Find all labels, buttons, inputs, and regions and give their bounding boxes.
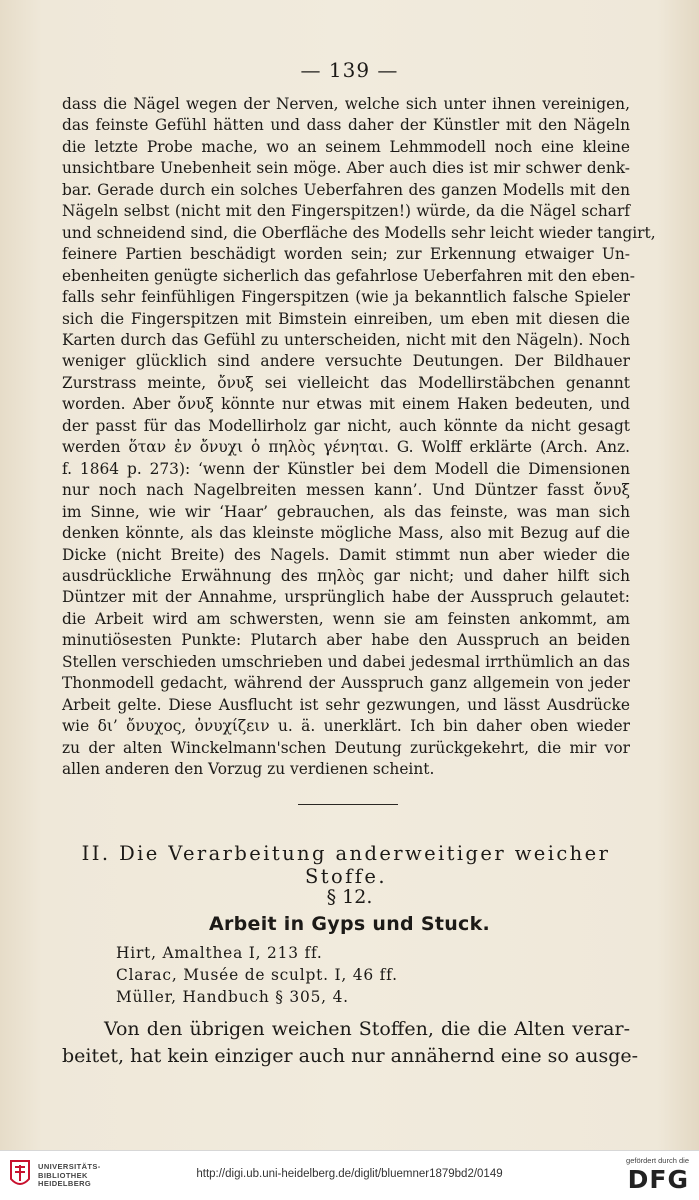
body-line: werden ὅταν ἐν ὄνυχι ὁ πηλὸς γένηται. G. Wolff erklärte (Arch. Anz. — [62, 438, 630, 457]
body-line: minutiösesten Punkte: Plutarch aber habe den Ausspruch an beiden — [62, 631, 630, 650]
body-line: bar. Gerade durch ein solches Ueberfahren des ganzen Modells mit den — [62, 180, 630, 199]
body-line: zu der alten Winckelmann'schen Deutung zurückgekehrt, die mir vor — [62, 738, 630, 757]
body-text — [62, 94, 656, 781]
reference-item: Müller, Handbuch § 305, 4. — [116, 988, 349, 1006]
paragraph-number: § 12. — [326, 886, 373, 908]
intro-line: Von den übrigen weichen Stoffen, die die Alten verar- — [104, 1018, 630, 1040]
body-line: Karten durch das Gefühl zu unterscheiden, nicht mit den Nägeln). Noch — [62, 330, 630, 349]
body-line: Stellen verschieden umschrieben und dabei jedesmal irrthümlich an das — [62, 652, 630, 671]
body-line: das feinste Gefühl hätten und dass daher der Künstler mit den Nägeln — [62, 116, 630, 135]
body-line: Zurstrass meinte, ὄνυξ sei vielleicht das Modellirstäbchen genannt — [62, 373, 630, 392]
body-line: Arbeit gelte. Diese Ausflucht ist sehr gezwungen, und lässt Ausdrücke — [62, 695, 630, 714]
body-line: f. 1864 p. 273): ‘wenn der Künstler bei dem Modell die Dimensionen — [62, 459, 630, 478]
dfg-logo: DFG — [627, 1165, 689, 1194]
source-url-link[interactable]: http://digi.ub.uni-heidelberg.de/diglit/bluemner1879bd2/0149 — [196, 1168, 503, 1180]
library-name-line: BIBLIOTHEK — [38, 1170, 88, 1180]
intro-line: beitet, hat kein einziger auch nur annähernd eine so ausge- — [62, 1045, 639, 1067]
body-line: im Sinne, wie wir ‘Haar’ gebrauchen, als das feinste, was man sich — [62, 502, 630, 521]
body-line: dass die Nägel wegen der Nerven, welche sich unter ihnen vereinigen, — [62, 95, 630, 113]
body-line: die letzte Probe mache, wo an seinem Lehmmodell noch eine kleine — [62, 137, 630, 156]
body-line: unsichtbare Unebenheit sein möge. Aber auch dies ist mir schwer denk- — [62, 159, 630, 178]
body-line: sich die Fingerspitzen mit Bimstein einreiben, um eben mit diesen die — [62, 309, 630, 328]
section-heading: II. Die Verarbeitung anderweitiger weicher Stoffe. — [81, 842, 611, 888]
body-line: Dicke (nicht Breite) des Nagels. Damit stimmt nun aber wieder die — [62, 545, 630, 564]
library-name-line: HEIDELBERG — [38, 1179, 92, 1188]
body-line: Thonmodell gedacht, während der Ausspruch ganz allgemein von jeder — [62, 674, 630, 693]
body-line: denken könnte, als das kleinste mögliche Mass, also mit Bezug auf die — [62, 524, 630, 543]
section-divider — [298, 804, 398, 805]
page-number: — 139 — — [300, 58, 399, 82]
body-line: Nägeln selbst (nicht mit den Fingerspitzen!) würde, da die Nägel scharf — [62, 202, 630, 221]
body-line: nur noch nach Nagelbreiten messen kann’. Und Düntzer fasst ὄνυξ — [62, 481, 630, 500]
body-line: feinere Partien beschädigt worden sein; zur Erkennung etwaiger Un- — [62, 245, 630, 264]
footer-bar — [0, 1150, 699, 1200]
body-line: ebenheiten genügte sicherlich das gefahrlose Ueberfahren mit den eben- — [62, 266, 635, 285]
body-line: Düntzer mit der Annahme, ursprünglich habe der Ausspruch gelautet: — [62, 588, 630, 607]
body-line: allen anderen den Vorzug zu verdienen scheint. — [62, 760, 435, 779]
funded-by-label: gefördert durch die — [626, 1156, 689, 1165]
references — [116, 942, 398, 1008]
body-line: weniger glücklich sind andere versuchte Deutungen. Der Bildhauer — [62, 352, 630, 371]
body-line: und schneidend sind, die Oberfläche des Modells sehr leicht wieder tangirt, — [62, 223, 656, 242]
body-line: worden. Aber ὄνυξ könnte nur etwas mit einem Haken bedeuten, und — [62, 395, 630, 414]
library-name-line: UNIVERSITÄTS- — [38, 1162, 101, 1171]
intro-paragraph — [62, 1016, 639, 1070]
body-line: die Arbeit wird am schwersten, wenn sie am feinsten ankommt, am — [62, 609, 630, 628]
reference-item: Hirt, Amalthea I, 213 ff. — [116, 944, 323, 962]
body-line: der passt für das Modellirholz gar nicht, auch könnte da nicht gesagt — [62, 416, 630, 435]
reference-item: Clarac, Musée de sculpt. I, 46 ff. — [116, 966, 398, 984]
body-line: ausdrückliche Erwähnung des πηλὸς gar nicht; und daher hilft sich — [62, 566, 630, 585]
body-line: falls sehr feinfühligen Fingerspitzen (wie ja bekanntlich falsche Spieler — [62, 288, 630, 307]
body-line: wie δι’ ὄνυχος, ὀνυχίζειν u. ä. unerklärt. Ich bin daher oben wieder — [62, 717, 630, 736]
subheading: Arbeit in Gyps und Stuck. — [208, 913, 491, 935]
